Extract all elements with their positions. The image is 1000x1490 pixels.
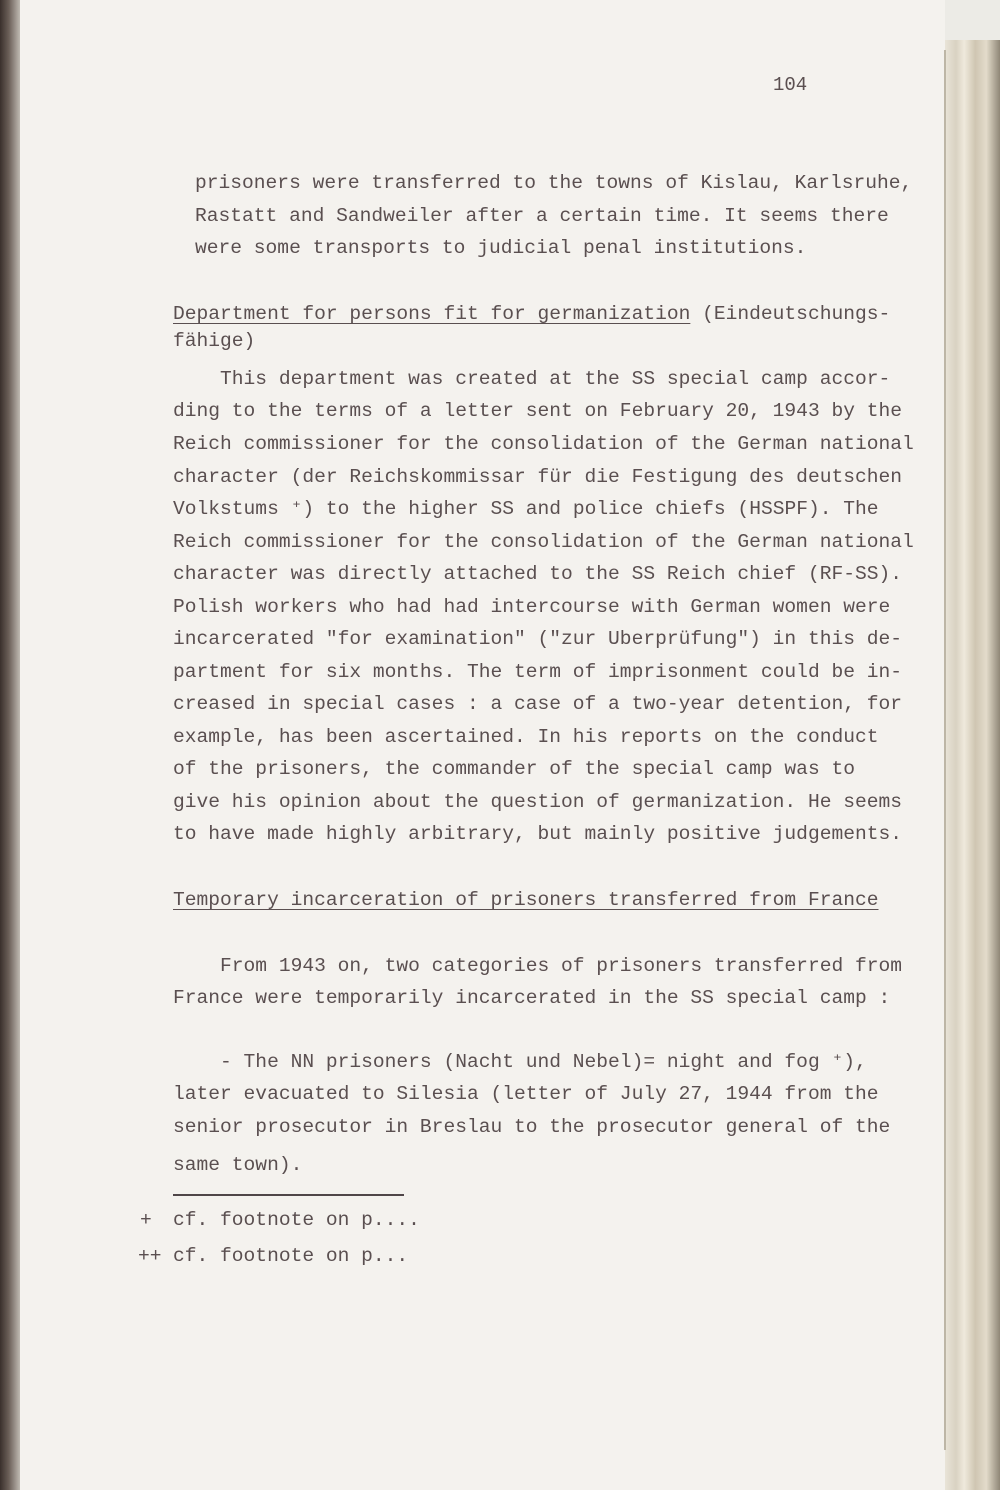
section-heading-german: (Eindeutschungs- xyxy=(690,303,891,325)
footnote-mark: + xyxy=(140,1209,152,1231)
text-line: France were temporarily incarcerated in the SS special camp : xyxy=(173,987,891,1009)
text-line: character (der Reichskommissar für die Festigung des deutschen xyxy=(173,466,903,488)
text-line: Reich commissioner for the consolidation of the German national xyxy=(173,531,914,553)
footnote-text: cf. footnote on p... xyxy=(173,1245,409,1267)
page-edges xyxy=(945,40,1000,1490)
text-line: Reich commissioner for the consolidation of the German national xyxy=(173,433,914,455)
text-line: This department was created at the SS special camp accor- xyxy=(173,368,891,390)
footnote-text: cf. footnote on p.... xyxy=(173,1209,420,1231)
text-line: - The NN prisoners (Nacht und Nebel)= night and fog ⁺), xyxy=(173,1051,867,1073)
text-line: Rastatt and Sandweiler after a certain time. It seems there xyxy=(195,205,889,227)
text-line: incarcerated "for examination" ("zur Uberprüfung") in this de- xyxy=(173,628,903,650)
text-line: were some transports to judicial penal institutions. xyxy=(195,237,807,259)
text-line: to have made highly arbitrary, but mainly positive judgements. xyxy=(173,823,903,845)
text-line: of the prisoners, the commander of the special camp was to xyxy=(173,758,855,780)
text-line: character was directly attached to the SS Reich chief (RF-SS). xyxy=(173,563,903,585)
text-line: partment for six months. The term of imprisonment could be in- xyxy=(173,661,903,683)
text-line: same town). xyxy=(173,1154,303,1176)
text-line: From 1943 on, two categories of prisoners transferred from xyxy=(173,955,903,977)
text-line: Volkstums ⁺) to the higher SS and police chiefs (HSSPF). The xyxy=(173,498,879,520)
text-line: Polish workers who had had intercourse with German women were xyxy=(173,596,891,618)
book-binding xyxy=(0,0,22,1490)
text-line: later evacuated to Silesia (letter of July 27, 1944 from the xyxy=(173,1083,879,1105)
text-line: creased in special cases : a case of a two-year detention, for xyxy=(173,693,903,715)
section-heading-line2: fähige) xyxy=(173,330,256,352)
page-edge-line xyxy=(944,50,946,1450)
section-heading xyxy=(173,303,890,325)
text-line: senior prosecutor in Breslau to the prosecutor general of the xyxy=(173,1116,891,1138)
footnote-mark: ++ xyxy=(138,1245,162,1267)
text-line: prisoners were transferred to the towns of Kislau, Karlsruhe, xyxy=(195,172,913,194)
footnote-divider xyxy=(173,1194,404,1196)
text-line: ding to the terms of a letter sent on February 20, 1943 by the xyxy=(173,400,903,422)
text-line: example, has been ascertained. In his reports on the conduct xyxy=(173,726,879,748)
text-line: give his opinion about the question of germanization. He seems xyxy=(173,791,903,813)
page-number: 104 xyxy=(773,74,808,96)
section-heading: Temporary incarceration of prisoners transferred from France xyxy=(173,889,879,911)
section-heading-underlined: Department for persons fit for germanization xyxy=(173,303,691,325)
